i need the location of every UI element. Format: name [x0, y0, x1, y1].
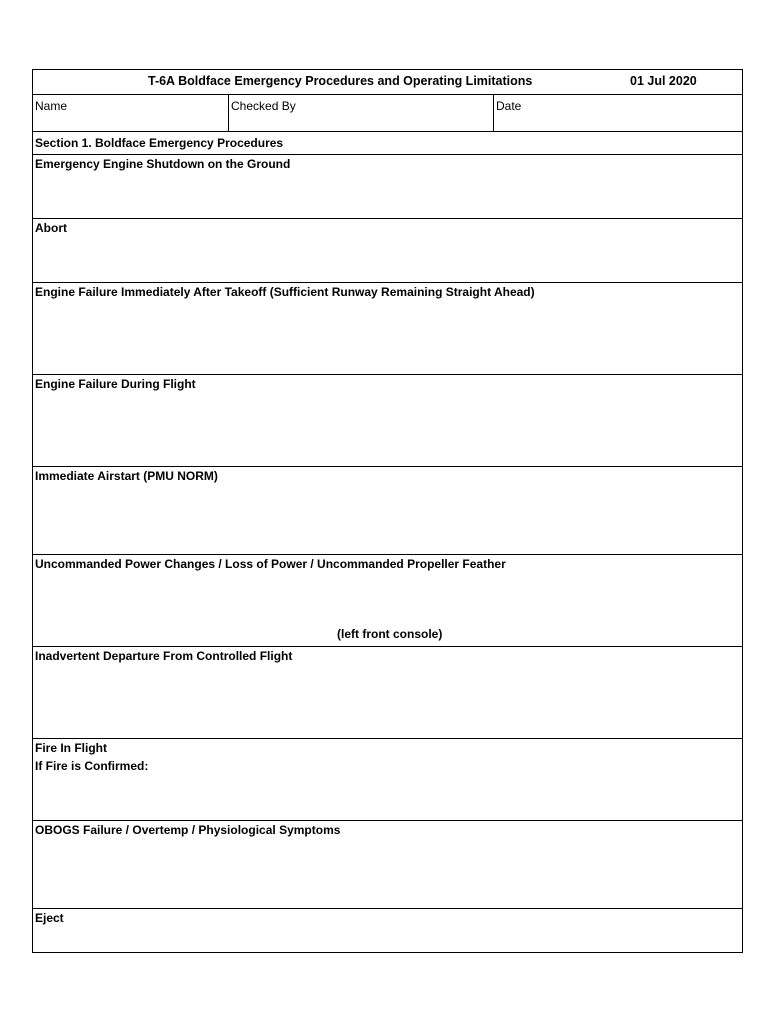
answer-area[interactable]	[33, 775, 742, 820]
procedure-title: Abort	[35, 221, 67, 235]
procedure-block	[33, 155, 742, 219]
name-field[interactable]	[33, 95, 228, 131]
procedure-title: Fire In Flight	[35, 741, 107, 755]
procedure-block	[33, 821, 742, 909]
answer-area[interactable]	[33, 237, 742, 282]
answer-area[interactable]	[33, 301, 742, 374]
name-label: Name	[35, 99, 68, 113]
procedure-note: (left front console)	[337, 627, 443, 641]
procedure-title: OBOGS Failure / Overtemp / Physiological Symptoms	[35, 823, 341, 837]
procedure-block	[33, 283, 742, 375]
procedure-title: Uncommanded Power Changes / Loss of Power / Uncommanded Propeller Feather	[35, 557, 506, 571]
info-row	[33, 95, 742, 132]
procedure-title: Immediate Airstart (PMU NORM)	[35, 469, 218, 483]
answer-area[interactable]	[33, 173, 742, 218]
procedure-block	[33, 219, 742, 283]
answer-area[interactable]	[33, 665, 742, 738]
procedure-block	[33, 909, 742, 952]
date-field[interactable]	[493, 95, 742, 131]
section-heading-row	[33, 132, 742, 155]
checked-by-label: Checked By	[231, 99, 296, 113]
answer-area[interactable]	[33, 839, 742, 908]
procedure-block	[33, 555, 742, 647]
form-date: 01 Jul 2020	[630, 74, 697, 88]
procedure-title: Engine Failure During Flight	[35, 377, 196, 391]
section-title: Section 1. Boldface Emergency Procedures	[35, 136, 284, 150]
answer-area[interactable]	[33, 927, 742, 952]
answer-area[interactable]	[33, 393, 742, 466]
procedure-block	[33, 375, 742, 467]
procedure-block	[33, 647, 742, 739]
procedure-subtitle: If Fire is Confirmed:	[35, 759, 149, 773]
checked-by-field[interactable]	[228, 95, 493, 131]
procedure-title: Inadvertent Departure From Controlled Flight	[35, 649, 293, 663]
emergency-procedures-form	[32, 69, 743, 953]
procedure-title: Engine Failure Immediately After Takeoff (Sufficient Runway Remaining Straight Ahead)	[35, 285, 535, 299]
answer-area[interactable]	[33, 485, 742, 554]
procedure-title: Emergency Engine Shutdown on the Ground	[35, 157, 291, 171]
procedure-block	[33, 739, 742, 821]
form-title: T-6A Boldface Emergency Procedures and Operating Limitations	[148, 74, 533, 88]
form-header	[33, 70, 742, 95]
date-label: Date	[496, 99, 522, 113]
procedure-title: Eject	[35, 911, 64, 925]
procedure-block	[33, 467, 742, 555]
